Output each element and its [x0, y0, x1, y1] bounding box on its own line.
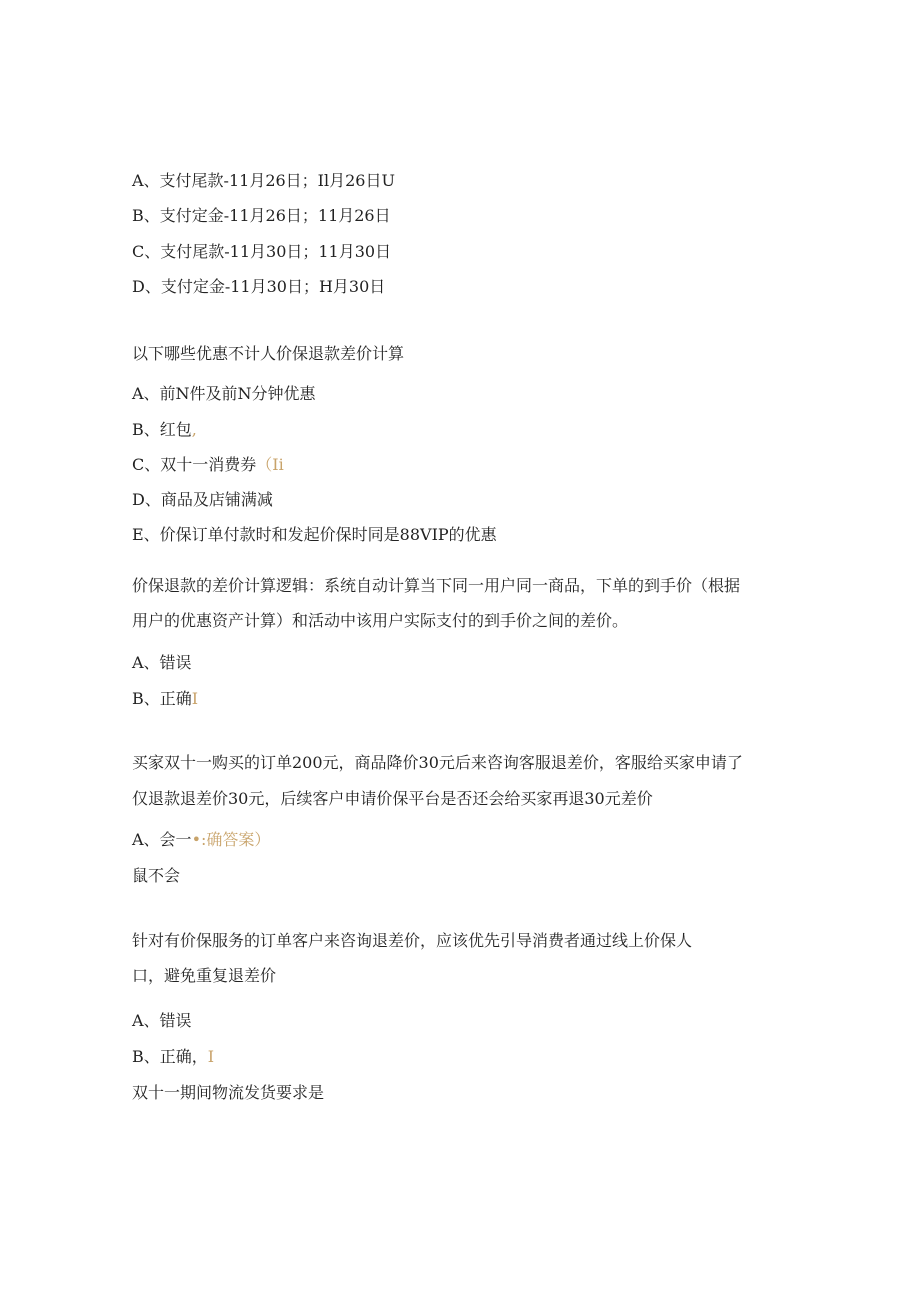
q4-option-b: 鼠不会 — [132, 866, 181, 885]
answer-mark: I — [207, 1047, 215, 1066]
q2-option-c-text: C、双十一消费券 — [132, 455, 257, 474]
q3-option-b-text: B、正确 — [132, 689, 192, 708]
q1-option-a: A、支付尾款-11月26日；Il月26日U — [132, 171, 395, 190]
q4-option-a — [132, 829, 270, 851]
answer-mark: •:确答案） — [191, 830, 271, 849]
q2-option-a: A、前N件及前N分钟优惠 — [132, 384, 316, 403]
q4-question-line1: 买家双十一购买的订单200元，商品降价30元后来咨询客服退差价，客服给买家申请了 — [132, 753, 743, 772]
q5-question-line2: 口，避免重复退差价 — [132, 966, 277, 985]
q2-option-d: D、商品及店铺满减 — [132, 490, 273, 509]
q5-option-b — [132, 1046, 214, 1068]
q3-option-a: A、错误 — [132, 653, 192, 672]
answer-mark: I — [191, 689, 199, 708]
q4-question-line2: 仅退款退差价30元，后续客户申请价保平台是否还会给买家再退30元差价 — [132, 789, 653, 808]
q2-option-c — [132, 454, 284, 476]
q1-option-b: B、支付定金-11月26日；11月26日 — [132, 206, 391, 225]
q2-option-b-text: B、红包 — [132, 420, 192, 439]
q3-question-line1: 价保退款的差价计算逻辑：系统自动计算当下同一用户同一商品，下单的到手价（根据 — [132, 576, 741, 595]
q1-option-d: D、支付定金-11月30日；H月30日 — [132, 277, 386, 296]
q2-question: 以下哪些优惠不计人价保退款差价计算 — [132, 344, 405, 363]
q6-question: 双十一期间物流发货要求是 — [132, 1083, 325, 1102]
q3-option-b — [132, 688, 198, 710]
q5-question-line1: 针对有价保服务的订单客户来咨询退差价，应该优先引导消费者通过线上价保人 — [132, 931, 693, 950]
q5-option-b-text: B、正确， — [132, 1047, 208, 1066]
answer-mark: , — [191, 420, 197, 439]
q2-option-b — [132, 419, 197, 441]
q4-option-a-text: A、会一 — [132, 830, 192, 849]
answer-mark: （Ii — [256, 455, 284, 474]
q1-option-c: C、支付尾款-11月30日；11月30日 — [132, 242, 392, 261]
q3-question-line2: 用户的优惠资产计算）和活动中该用户实际支付的到手价之间的差价。 — [132, 611, 629, 630]
q5-option-a: A、错误 — [132, 1011, 192, 1030]
q2-option-e: E、价保订单付款时和发起价保时同是88VIP的优惠 — [132, 525, 497, 544]
